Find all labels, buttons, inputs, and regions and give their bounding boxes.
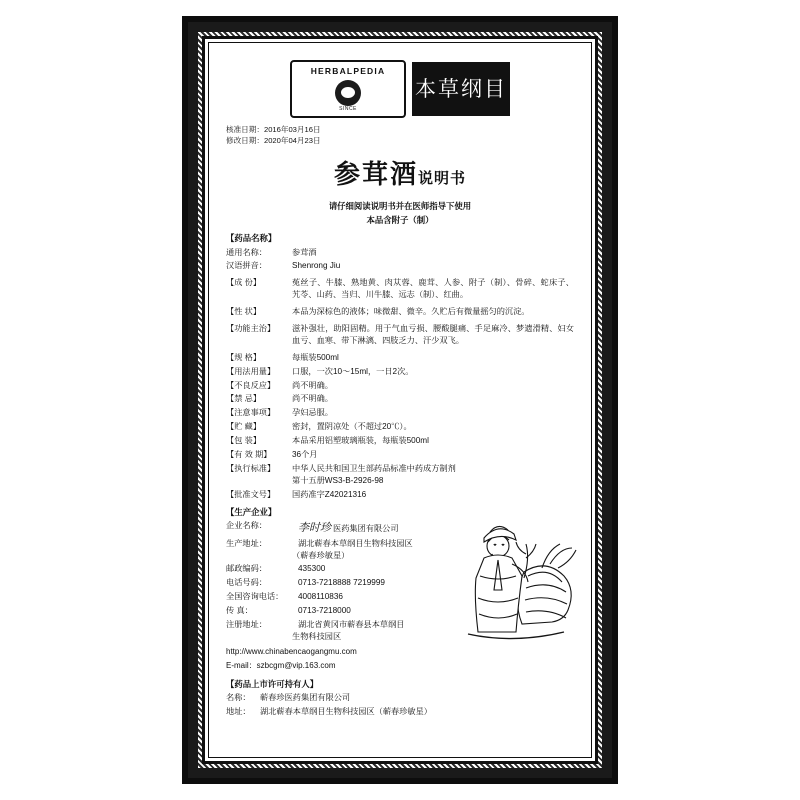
standard-label: 【执行标准】: [226, 463, 276, 473]
notice-line-1: 请仔细阅读说明书并在医师指导下使用: [328, 201, 472, 212]
appearance-row: [226, 306, 574, 318]
spec-label: 【规 格】: [226, 352, 262, 362]
insert-sheet: [218, 52, 591, 748]
phone-label: 电话号码：: [226, 578, 267, 588]
fax-label: 传 真：: [226, 606, 253, 616]
storage-row: [226, 421, 574, 433]
hotline-label: 全国咨询电话：: [226, 592, 284, 602]
revision-date-label: 修改日期：: [226, 136, 264, 146]
manufacturer-header: 【生产企业】: [226, 506, 277, 517]
generic-name-label: 通用名称：: [226, 247, 267, 257]
company-name-label: 企业名称：: [226, 520, 267, 530]
herbalpedia-badge: [290, 60, 406, 118]
storage-value: 密封，置阴凉处（不超过20℃）。: [292, 422, 412, 432]
email-link[interactable]: E-mail：szbcgm@vip.163.com: [226, 661, 336, 671]
standard-value-1: 中华人民共和国卫生部药品标准中药成方制剂: [292, 463, 456, 473]
generic-name-row: [226, 247, 574, 259]
ingredients-section: [226, 277, 574, 301]
drug-name-header: 【药品名称】: [226, 233, 277, 244]
approval-number-row: [226, 489, 574, 501]
adverse-reactions-label: 【不良反应】: [226, 380, 276, 390]
license-holder-header: 【药品上市许可持有人】: [226, 679, 319, 689]
brand-text: HERBALPEDIA: [310, 66, 386, 77]
holder-address-value: 湖北蕲春本草纲目生物科技园区（蕲春珍敏星）: [260, 707, 432, 717]
phone-value: 0713-7218888 7219999: [298, 578, 385, 588]
shelf-life-value: 36个月: [292, 450, 318, 459]
adverse-reactions-value: 尚不明确。: [292, 380, 333, 390]
approval-number-label: 【批准文号】: [226, 489, 276, 499]
brand-logo: [218, 52, 591, 118]
precautions-row: [226, 407, 574, 419]
production-address-value: 湖北蕲春本草纲目生物科技园区: [298, 538, 413, 548]
pinyin-row: [226, 260, 574, 272]
registered-address-row: [226, 619, 574, 631]
hotline-value: 4008110836: [298, 592, 343, 602]
holder-name-value: 蕲春珍医药集团有限公司: [260, 693, 351, 703]
standard-row: [226, 463, 574, 475]
brand-sub-text: SINCE: [339, 105, 357, 112]
holder-address-row: [226, 706, 574, 718]
shelf-life-row: [226, 449, 574, 461]
pinyin-value: Shenrong Jiu: [292, 261, 341, 271]
functions-label: 【功能主治】: [226, 323, 276, 333]
production-address-value-2: （蕲春珍敏星）: [292, 550, 350, 560]
postcode-label: 邮政编码：: [226, 564, 267, 574]
ingredients-row: [226, 277, 574, 301]
company-name-value: 医药集团有限公司: [333, 523, 399, 533]
appearance-section: [226, 306, 574, 318]
appearance-label: 【性 状】: [226, 307, 262, 317]
ingredients-value: 菟丝子、牛膝、熟地黄、肉苁蓉、鹿茸、人参、附子（制）、骨碎、蛇床子、艽苓、山药、当归、川牛膝、远志（制）、红曲。: [292, 278, 574, 300]
manufacturer-section: [226, 506, 574, 643]
date-block: [226, 124, 582, 147]
functions-row: [226, 323, 574, 347]
fax-row: [226, 605, 574, 617]
holder-name-row: [226, 692, 574, 704]
adverse-reactions-row: [226, 380, 574, 392]
herb-man-logo-icon: [335, 80, 361, 106]
fax-value: 0713-7218000: [298, 606, 351, 616]
functions-value: 滋补强壮，助阳固精。用于气血亏损、腰酸腿痛、手足麻冷、梦遗滑精、妇女血亏、血寒、带下淋漓、四肢乏力、汗少双飞。: [292, 323, 574, 345]
notice-line-2: 本品含附子（制）: [366, 214, 434, 225]
brand-chinese-name: [412, 54, 591, 116]
ingredients-label: 【成 份】: [226, 278, 262, 288]
usage-notice: [218, 200, 582, 227]
shelf-life-label: 【有 效 期】: [226, 450, 272, 459]
appearance-value: 本品为深棕色的液体；味微甜、微辛。久贮后有微量摇匀的沉淀。: [292, 307, 530, 317]
spec-value: 每瓶装500ml: [292, 352, 339, 362]
precautions-label: 【注意事项】: [226, 408, 276, 418]
registered-address-label: 注册地址：: [226, 620, 267, 630]
postcode-row: [226, 563, 574, 575]
approval-date-label: 核准日期：: [226, 125, 264, 134]
registered-address-value: 湖北省黄冈市蕲春县本草纲目: [298, 620, 405, 630]
contraindications-row: [226, 393, 574, 405]
standard-value-2: 第十五册WS3-B-2926-98: [292, 475, 384, 485]
package-label: 【包 装】: [226, 436, 262, 446]
holder-name-label: 名称：: [226, 693, 251, 703]
registered-address-value-2: 生物科技园区: [292, 631, 342, 641]
storage-label: 【贮 藏】: [226, 422, 262, 432]
postcode-value: 435300: [298, 564, 326, 574]
usage-value: 口服，一次10～15ml，一日2次。: [292, 366, 414, 376]
company-name-value-wrap: [298, 520, 574, 536]
approval-number-value: 国药准字Z42021316: [292, 489, 367, 499]
generic-name-value: 参茸酒: [292, 247, 317, 257]
phone-row: [226, 577, 574, 589]
package-value: 本品采用铝塑玻璃瓶装，每瓶装500ml: [292, 436, 429, 446]
precautions-value: 孕妇忌服。: [292, 408, 333, 418]
pinyin-label: 汉语拼音：: [226, 261, 267, 271]
production-address-row: [226, 538, 574, 550]
hotline-row: [226, 591, 574, 603]
functions-section: [226, 323, 574, 347]
company-signature: 李时珍: [298, 520, 331, 534]
license-holder-section: [226, 678, 574, 718]
title-suffix: 说明书: [418, 168, 467, 187]
company-name-row: [226, 520, 574, 536]
contraindications-label: 【禁 忌】: [226, 394, 262, 404]
package-row: [226, 435, 574, 447]
product-name-title: 参茸酒: [333, 159, 418, 190]
contraindications-value: 尚不明确。: [292, 394, 333, 404]
registered-mark-icon: ®: [583, 54, 591, 61]
brand-chinese-text: 本草纲目: [415, 76, 507, 101]
usage-row: [226, 366, 574, 378]
revision-date-value: 2020年04月23日: [263, 136, 321, 146]
approval-date-value: 2016年03月16日: [263, 125, 321, 134]
usage-label: 【用法用量】: [226, 366, 276, 376]
revision-date-row: [226, 135, 582, 146]
spec-row: [226, 352, 574, 364]
holder-address-label: 地址：: [226, 707, 251, 717]
website-link[interactable]: http://www.chinabencaogangmu.com: [226, 646, 357, 656]
approval-date-row: [226, 124, 582, 135]
drug-name-section: [226, 232, 574, 272]
document-title: [218, 157, 582, 195]
details-section: [226, 352, 574, 501]
production-address-label: 生产地址：: [226, 538, 267, 548]
